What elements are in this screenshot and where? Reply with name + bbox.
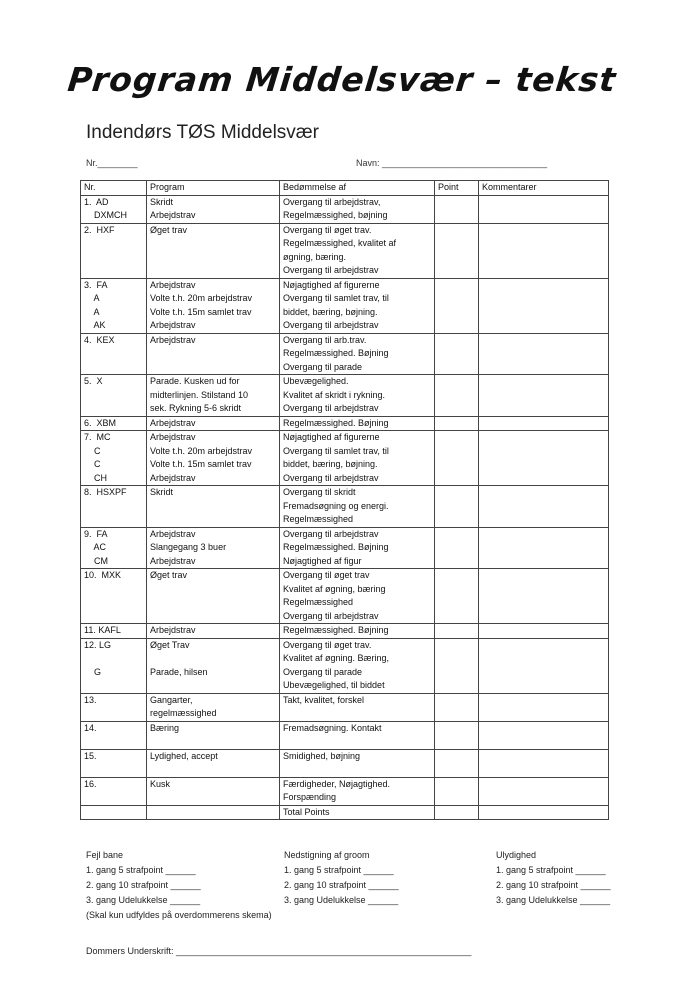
cell-bedommelse: [280, 693, 435, 721]
cell-bedommelse-line: Overgang til arbejdstrav: [283, 528, 379, 539]
cell-program: [147, 195, 280, 223]
cell-program-line: Arbejdstrav: [150, 334, 196, 345]
cell-bedommelse-line: Ubevægelighed, til biddet: [283, 680, 385, 690]
footer-line: 2. gang 10 strafpoint ______: [284, 880, 399, 890]
table-row: [81, 223, 609, 278]
nr-field[interactable]: Nr.________: [86, 158, 138, 168]
cell-bedommelse-line: biddet, bæring, bøjning.: [283, 306, 378, 317]
footer-line: 1. gang 5 strafpoint ______: [284, 865, 394, 875]
cell-nr-line: A: [84, 293, 100, 303]
header-point: Point: [435, 181, 479, 196]
cell-bedommelse-line: Overgang til arbejdstrav: [283, 265, 379, 275]
cell-nr: [81, 749, 147, 777]
cell-bedommelse-line: Nøjagtighed af figurerne: [283, 279, 380, 290]
footer-line: 3. gang Udelukkelse ______: [86, 895, 201, 905]
cell-bedommelse-line: Regelmæssighed. Bøjning: [283, 542, 389, 552]
cell-bedommelse-line: Kvalitet af skridt i rykning.: [283, 389, 386, 400]
cell-nr-line: 16.: [84, 778, 97, 789]
cell-bedommelse: [280, 749, 435, 777]
cell-program-line: Arbejdstrav: [150, 625, 196, 635]
table-row: [81, 416, 609, 431]
cell-nr-line: 6. XBM: [84, 417, 117, 428]
cell-program: [147, 749, 280, 777]
table-row: [81, 278, 609, 333]
cell-nr-line: C: [84, 459, 101, 469]
cell-program: [147, 805, 280, 820]
cell-kommentarer[interactable]: [479, 375, 609, 417]
cell-bedommelse: [280, 375, 435, 417]
cell-bedommelse: [280, 638, 435, 693]
footer-line: 1. gang 5 strafpoint ______: [496, 865, 606, 875]
cell-kommentarer[interactable]: [479, 749, 609, 777]
cell-kommentarer[interactable]: [479, 624, 609, 639]
cell-bedommelse-line: Overgang til arbejdstrav,: [283, 196, 381, 207]
cell-program-line: Arbejdstrav: [150, 417, 196, 428]
cell-program-line: Gangarter,: [150, 694, 193, 705]
cell-bedommelse-line: Overgang til øget trav.: [283, 224, 372, 235]
cell-kommentarer[interactable]: [479, 569, 609, 624]
cell-nr-line: A: [84, 306, 100, 317]
cell-kommentarer[interactable]: [479, 431, 609, 486]
cell-nr-line: 8. HSXPF: [84, 487, 127, 497]
header-bedommelse: Bedømmelse af: [280, 181, 435, 196]
cell-bedommelse-line: Overgang til parade: [283, 361, 363, 372]
cell-program-line: Parade. Kusken ud for: [150, 376, 240, 386]
cell-bedommelse-line: øgning, bæring.: [283, 251, 347, 262]
cell-program: [147, 375, 280, 417]
cell-program: [147, 777, 280, 805]
cell-program: [147, 278, 280, 333]
cell-point[interactable]: [435, 195, 479, 223]
cell-nr-line: 12. LG: [84, 639, 112, 650]
cell-bedommelse: [280, 527, 435, 569]
cell-point[interactable]: [435, 638, 479, 693]
cell-bedommelse-line: Overgang til samlet trav, til: [283, 293, 389, 303]
cell-kommentarer[interactable]: [479, 638, 609, 693]
footer-line: 1. gang 5 strafpoint ______: [86, 865, 196, 875]
table-row: [81, 486, 609, 528]
table-row: [81, 527, 609, 569]
cell-bedommelse-line: Overgang til arbejdstrav: [283, 403, 379, 413]
cell-kommentarer[interactable]: [479, 486, 609, 528]
page-title: Program Middelsvær – tekst: [65, 60, 619, 99]
cell-program: [147, 638, 280, 693]
cell-program-line: Lydighed, accept: [150, 750, 218, 761]
footer-heading: Nedstigning af groom: [284, 850, 370, 860]
table-row: [81, 777, 609, 805]
cell-bedommelse: [280, 223, 435, 278]
cell-nr-line: 9. FA: [84, 528, 108, 539]
table-row: [81, 805, 609, 820]
cell-kommentarer[interactable]: [479, 805, 609, 820]
cell-program-line: Arbejdstrav: [150, 472, 196, 483]
table-row: [81, 431, 609, 486]
cell-point[interactable]: [435, 527, 479, 569]
cell-nr: [81, 569, 147, 624]
cell-nr: [81, 278, 147, 333]
cell-program-line: Parade, hilsen: [150, 666, 208, 677]
cell-nr-line: AC: [84, 542, 107, 552]
footer-line: 3. gang Udelukkelse ______: [284, 895, 399, 905]
cell-nr-line: 11. KAFL: [84, 625, 121, 635]
cell-program: [147, 721, 280, 749]
cell-nr: [81, 527, 147, 569]
cell-bedommelse-line: Overgang til samlet trav, til: [283, 445, 389, 456]
table-row: [81, 721, 609, 749]
cell-kommentarer[interactable]: [479, 278, 609, 333]
cell-bedommelse-line: Overgang til arbejdstrav: [283, 610, 379, 621]
cell-program-line: [150, 679, 277, 693]
cell-program-line: Volte t.h. 15m samlet trav: [150, 306, 252, 317]
cell-point[interactable]: [435, 624, 479, 639]
cell-point[interactable]: [435, 223, 479, 278]
cell-bedommelse: [280, 777, 435, 805]
cell-point[interactable]: [435, 777, 479, 805]
cell-point[interactable]: [435, 375, 479, 417]
cell-nr-line: 10. MXK: [84, 570, 122, 580]
cell-bedommelse-line: Overgang til skridt: [283, 487, 356, 497]
cell-bedommelse-line: Regelmæssighed: [283, 514, 354, 524]
cell-bedommelse-line: Smidighed, bøjning: [283, 750, 361, 761]
cell-program-line: [150, 763, 277, 777]
cell-program-line: Arbejdstrav: [150, 555, 196, 566]
cell-point[interactable]: [435, 805, 479, 820]
cell-bedommelse-line: Overgang til arb.trav.: [283, 334, 367, 345]
cell-nr-line: 1. AD: [84, 196, 109, 207]
cell-bedommelse-line: Fremadsøgning. Kontakt: [283, 722, 382, 733]
cell-program: [147, 431, 280, 486]
cell-nr-line: CH: [84, 472, 108, 483]
cell-bedommelse-line: Overgang til øget trav: [283, 570, 370, 580]
cell-nr-line: AK: [84, 320, 106, 330]
cell-program-line: Slangegang 3 buer: [150, 542, 227, 552]
footer-fejl-bane: [86, 848, 272, 923]
cell-kommentarer[interactable]: [479, 693, 609, 721]
cell-program-line: Bæring: [150, 722, 180, 733]
header-nr: Nr.: [81, 181, 147, 196]
cell-kommentarer[interactable]: [479, 195, 609, 223]
cell-bedommelse-line: Overgang til øget trav.: [283, 639, 372, 650]
cell-bedommelse: [280, 805, 435, 820]
cell-nr-line: [84, 806, 144, 820]
cell-nr-line: C: [84, 445, 101, 456]
cell-kommentarer[interactable]: [479, 416, 609, 431]
cell-point[interactable]: [435, 749, 479, 777]
cell-nr-line: G: [84, 666, 102, 677]
cell-bedommelse-line: Regelmæssighed. Bøjning: [283, 417, 389, 428]
cell-bedommelse-line: Regelmæssighed. Bøjning: [283, 348, 389, 358]
cell-bedommelse-line: Kvalitet af øgning, bæring: [283, 583, 386, 594]
footer-nedstigning: [284, 848, 399, 908]
cell-bedommelse: [280, 624, 435, 639]
cell-program: [147, 527, 280, 569]
cell-program: [147, 333, 280, 375]
cell-nr-line: CM: [84, 555, 108, 566]
cell-bedommelse-line: biddet, bæring, bøjning.: [283, 459, 378, 469]
footer-line: (Skal kun udfyldes på overdommerens skema): [86, 910, 272, 920]
cell-nr-line: DXMCH: [84, 210, 128, 220]
cell-nr: [81, 333, 147, 375]
navn-field[interactable]: Navn: _________________________________: [356, 158, 548, 168]
cell-point[interactable]: [435, 486, 479, 528]
cell-nr: [81, 777, 147, 805]
table-row: [81, 638, 609, 693]
form-subtitle: Indendørs TØS Middelsvær: [86, 122, 320, 143]
cell-nr-line: [84, 679, 144, 693]
cell-bedommelse-line: Overgang til arbejdstrav: [283, 472, 379, 483]
cell-bedommelse-line: Nøjagtighed af figur: [283, 555, 362, 566]
cell-program-line: Arbejdstrav: [150, 320, 196, 330]
cell-nr: [81, 431, 147, 486]
cell-program-line: Arbejdstrav: [150, 210, 196, 220]
cell-program-line: Arbejdstrav: [150, 432, 196, 442]
header-kommentarer: Kommentarer: [479, 181, 609, 196]
cell-bedommelse-line: Overgang til parade: [283, 666, 363, 677]
table-row: [81, 333, 609, 375]
table-row: [81, 375, 609, 417]
cell-point[interactable]: [435, 569, 479, 624]
cell-nr: [81, 223, 147, 278]
table-row: [81, 693, 609, 721]
cell-program-line: midterlinjen. Stilstand 10: [150, 389, 249, 400]
cell-point[interactable]: [435, 416, 479, 431]
table-row: [81, 195, 609, 223]
header-program: Program: [147, 181, 280, 196]
cell-nr: [81, 195, 147, 223]
footer-line: 2. gang 10 strafpoint ______: [496, 880, 611, 890]
cell-nr-line: 3. FA: [84, 279, 108, 290]
cell-program-line: Volte t.h. 20m arbejdstrav: [150, 293, 253, 303]
cell-bedommelse-line: Regelmæssighed: [283, 597, 354, 607]
cell-point[interactable]: [435, 721, 479, 749]
cell-nr: [81, 805, 147, 820]
cell-bedommelse: [280, 569, 435, 624]
cell-bedommelse: [280, 431, 435, 486]
cell-nr-line: 7. MC: [84, 432, 111, 442]
cell-bedommelse-line: Overgang til arbejdstrav: [283, 320, 379, 330]
cell-nr: [81, 624, 147, 639]
cell-program-line: [150, 735, 277, 749]
cell-program-line: [150, 652, 277, 666]
cell-program: [147, 223, 280, 278]
cell-bedommelse-line: Færdigheder, Nøjagtighed.: [283, 778, 391, 789]
cell-program-line: Volte t.h. 15m samlet trav: [150, 459, 252, 469]
cell-program: [147, 569, 280, 624]
cell-program-line: Øget trav: [150, 224, 188, 235]
cell-bedommelse-line: Nøjagtighed af figurerne: [283, 432, 380, 442]
cell-nr-line: 2. HXF: [84, 224, 115, 235]
cell-program-line: Arbejdstrav: [150, 279, 196, 290]
cell-nr-line: 14.: [84, 722, 97, 733]
cell-program-line: Volte t.h. 20m arbejdstrav: [150, 445, 253, 456]
cell-bedommelse: [280, 195, 435, 223]
table-row: [81, 569, 609, 624]
footer-ulydighed: [496, 848, 611, 908]
footer-line: 2. gang 10 strafpoint ______: [86, 880, 201, 890]
cell-kommentarer[interactable]: [479, 527, 609, 569]
program-table: [80, 180, 609, 820]
signature-line[interactable]: Dommers Underskrift: ___________________________________________________________: [86, 946, 472, 956]
cell-nr-line: 15.: [84, 750, 97, 761]
table-row: [81, 749, 609, 777]
cell-program-line: Kusk: [150, 778, 171, 789]
cell-program-line: Øget Trav: [150, 639, 190, 650]
cell-nr: [81, 375, 147, 417]
cell-program-line: Skridt: [150, 196, 174, 207]
cell-program-line: sek. Rykning 5-6 skridt: [150, 403, 242, 413]
cell-kommentarer[interactable]: [479, 777, 609, 805]
cell-bedommelse: [280, 278, 435, 333]
table-header-row: [81, 181, 609, 196]
cell-program-line: Øget trav: [150, 570, 188, 580]
cell-bedommelse-line: Ubevægelighed.: [283, 376, 349, 386]
cell-point[interactable]: [435, 278, 479, 333]
cell-point[interactable]: [435, 693, 479, 721]
footer-line: 3. gang Udelukkelse ______: [496, 895, 611, 905]
cell-program-line: [150, 806, 277, 820]
cell-program-line: Arbejdstrav: [150, 528, 196, 539]
cell-nr: [81, 721, 147, 749]
cell-nr-line: 4. KEX: [84, 334, 115, 345]
cell-bedommelse: [280, 416, 435, 431]
cell-program: [147, 624, 280, 639]
cell-bedommelse-line: Total Points: [283, 806, 330, 817]
cell-program: [147, 486, 280, 528]
cell-bedommelse-line: Forspænding: [283, 792, 337, 802]
cell-program: [147, 693, 280, 721]
cell-bedommelse-line: Kvalitet af øgning. Bæring,: [283, 653, 390, 663]
footer-heading: Ulydighed: [496, 850, 537, 860]
table-row: [81, 624, 609, 639]
cell-kommentarer[interactable]: [479, 721, 609, 749]
cell-bedommelse-line: Regelmæssighed. Bøjning: [283, 625, 389, 635]
cell-nr: [81, 638, 147, 693]
cell-bedommelse: [280, 721, 435, 749]
cell-kommentarer[interactable]: [479, 333, 609, 375]
cell-nr-line: 5. X: [84, 376, 103, 386]
cell-bedommelse-line: Regelmæssighed, bøjning: [283, 210, 388, 220]
cell-program-line: Skridt: [150, 487, 174, 497]
cell-program-line: regelmæssighed: [150, 708, 217, 718]
cell-point[interactable]: [435, 431, 479, 486]
cell-nr: [81, 416, 147, 431]
cell-bedommelse-line: Regelmæssighed, kvalitet af: [283, 238, 397, 248]
footer-heading: Fejl bane: [86, 850, 124, 860]
cell-program: [147, 416, 280, 431]
cell-nr: [81, 693, 147, 721]
cell-nr-line: 13.: [84, 694, 97, 705]
cell-bedommelse: [280, 333, 435, 375]
cell-nr-line: [84, 652, 144, 666]
cell-bedommelse: [280, 486, 435, 528]
cell-bedommelse-line: Fremadsøgning og energi.: [283, 500, 389, 511]
cell-nr: [81, 486, 147, 528]
cell-kommentarer[interactable]: [479, 223, 609, 278]
cell-point[interactable]: [435, 333, 479, 375]
cell-bedommelse-line: Takt, kvalitet, forskel: [283, 694, 365, 705]
